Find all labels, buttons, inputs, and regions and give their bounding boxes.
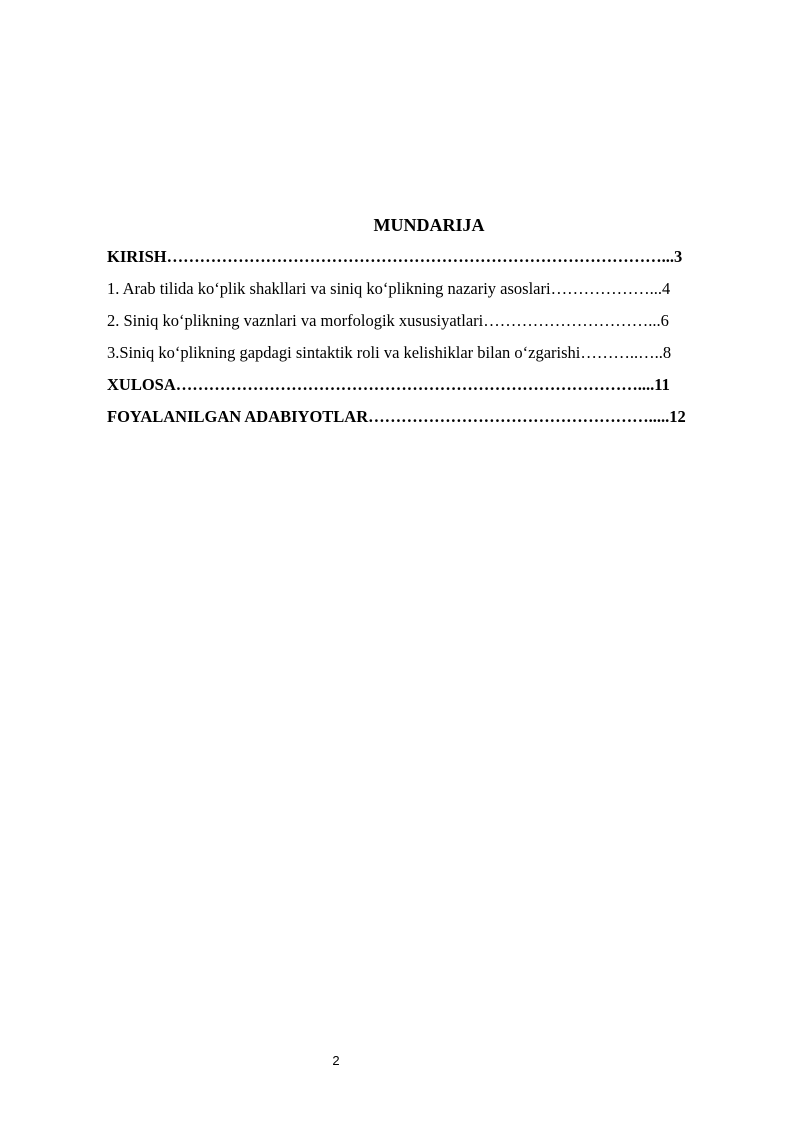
toc-entry-adabiyotlar: FOYALANILGAN ADABIYOTLAR…………………………………………….....12 [107,407,686,426]
toc-title: MUNDARIJA [373,215,485,235]
toc-entry-3: 3.Siniq koʻplikning gapdagi sintaktik roli va kelishiklar bilan oʻzgarishi………..…..8 [107,343,672,362]
toc-entry-xulosa: XULOSA…………………………………………………………………………....11 [107,375,670,394]
toc-entry-kirish: KIRISH………………………………………………………………………………...3 [107,247,683,266]
table-of-contents [107,247,767,439]
page-number: 2 [332,1053,340,1068]
toc-entry-1: 1. Arab tilida koʻplik shakllari va siniq koʻplikning nazariy asoslari………………...4 [107,279,671,298]
toc-entry-2: 2. Siniq koʻplikning vaznlari va morfologik xususiyatlari…………………………...6 [107,311,669,330]
